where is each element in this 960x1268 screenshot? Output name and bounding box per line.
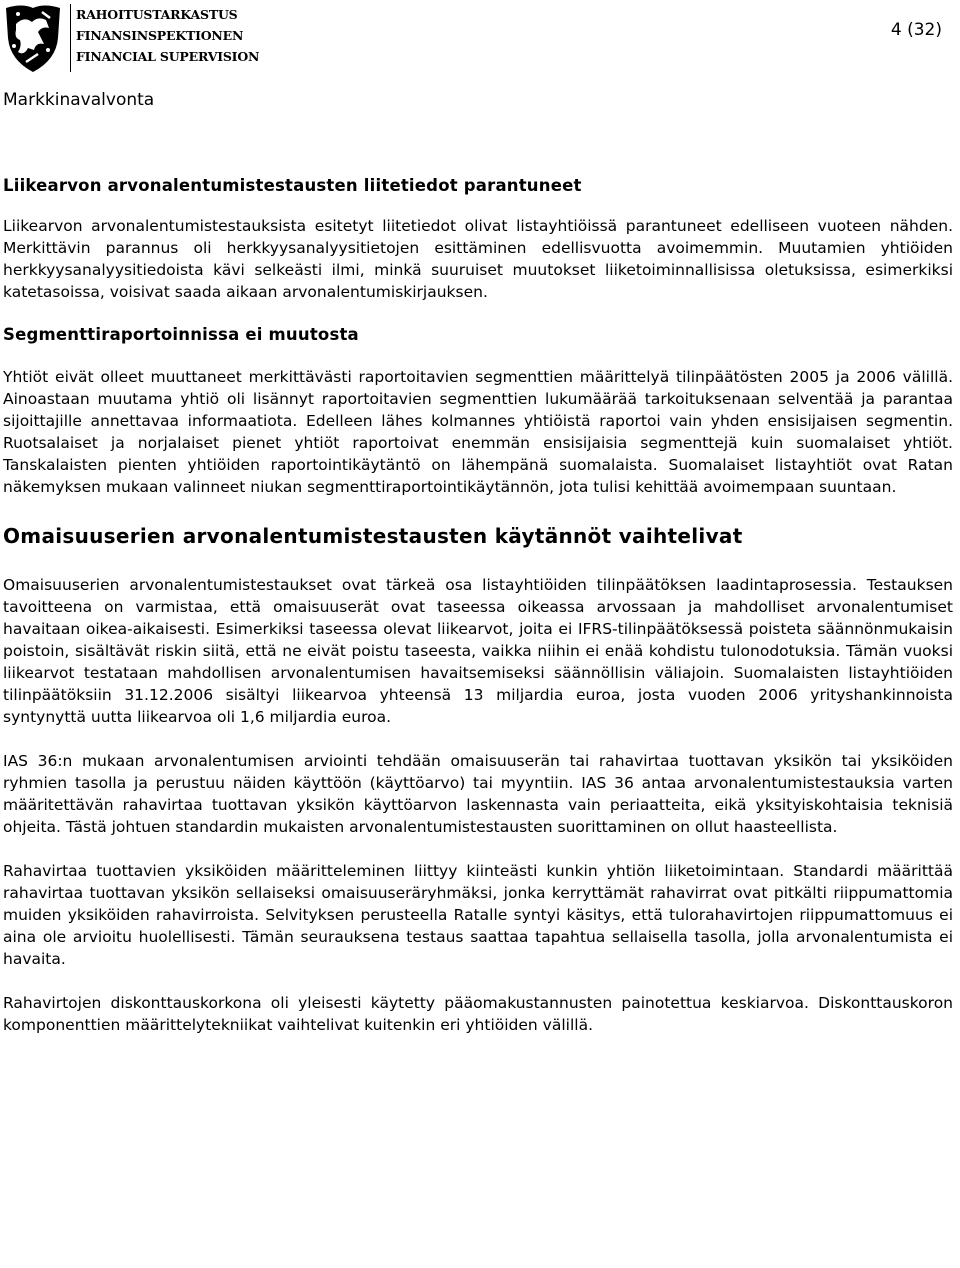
paragraph: Rahavirtojen diskonttauskorkona oli yleisesti käytetty pääomakustannusten painotettua keskiarvoa. Diskonttauskoron komponenttien määrittelytekniikat vaihtelivat kuitenkin eri yhtiöiden välillä. bbox=[3, 994, 953, 1034]
department-name: Markkinavalvonta bbox=[3, 90, 155, 110]
document-body bbox=[3, 176, 953, 1036]
logo-line-sv: FINANSINSPEKTIONEN bbox=[76, 28, 244, 43]
paragraph: Omaisuuserien arvonalentumistestaukset ovat tärkeä osa listayhtiöiden tilinpäätöksen laadintaprosessia. Testauksen tavoitteena on varmistaa, että omaisuuserät ovat taseessa oikeassa arvossaan ja mahdolliset arvonalentumiset havaitaan oikea-aikaisesti. Esimerkiksi taseessa olevat liikearvot, joita ei IFRS-tilinpäätöksessä poisteta säännönmukaisin poistoin, sisältävät riskin siitä, että ne eivät poistu taseesta, vaikka niihin ei enää kohdistu tulonodotuksia. Tämän vuoksi liikearvot testataan mahdollisen arvonalentumisen havaitsemiseksi säännöllisin väliajoin. Suomalaisten listayhtiöiden tilinpäätöksiin 31.12.2006 sisältyi liikearvoa yhteensä 13 miljardia euroa, josta vuoden 2006 yrityshankinnoista syntynyttä uutta liikearvoa oli 1,6 miljardia euroa. bbox=[3, 576, 953, 726]
logo-divider bbox=[70, 4, 71, 72]
logo-line-en: FINANCIAL SUPERVISION bbox=[76, 49, 260, 64]
paragraph: Rahavirtaa tuottavien yksiköiden määritteleminen liittyy kiinteästi kunkin yhtiön liiketoimintaan. Standardi määrittää rahavirtaa tuottavan yksikön sellaiseksi omaisuuseräryhmäksi, jonka kerryttämät rahavirrat ovat pitkälti riippumattomia muiden yksiköiden rahavirroista. Selvityksen perusteella Ratalle syntyi käsitys, että tulorahavirtojen riippumattomuus ei aina ole arvioitu huolellisesti. Tämän seurauksena testaus saattaa tapahtua sellaisella tasolla, jolla arvonalentumista ei havaita. bbox=[3, 862, 953, 968]
logo bbox=[2, 0, 260, 78]
main-heading: Omaisuuserien arvonalentumistestausten käytännöt vaihtelivat bbox=[3, 524, 743, 548]
paragraph: IAS 36:n mukaan arvonalentumisen arviointi tehdään omaisuuserän tai rahavirtaa tuottavan yksikön tai yksiköiden ryhmien tasolla ja perustuu näiden käyttöön (käyttöarvo) tai myyntiin. IAS 36 antaa arvonalentumistestauksia varten määritettävän rahavirtaa tuottavan yksikön käyttöarvon laskennasta vain periaatteita, eikä yksityiskohtaisia teknisiä ohjeita. Tästä johtuen standardin mukaisten arvonalentumistestausten suorittaminen on ollut haasteellista. bbox=[3, 752, 953, 836]
section-heading: Liikearvon arvonalentumistestausten liitetiedot parantuneet bbox=[3, 176, 582, 195]
page-number: 4 (32) bbox=[890, 20, 942, 40]
lion-emblem-icon bbox=[2, 2, 64, 74]
paragraph: Liikearvon arvonalentumistestauksista esitetyt liitetiedot olivat listayhtiöissä parantuneet edelliseen vuoteen nähden. Merkittävin parannus oli herkkyysanalyysitietojen esittäminen edellisvuotta avoimemmin. Muutamien yhtiöiden herkkyysanalyysitiedoista kävi selkeästi ilmi, minkä suuruiset muutokset liiketoiminnallisissa oletuksissa, esimerkiksi katetasoissa, voisivat saada aikaan arvonalentumiskirjauksen. bbox=[3, 217, 953, 301]
section-heading: Segmenttiraportoinnissa ei muutosta bbox=[3, 325, 359, 344]
paragraph: Yhtiöt eivät olleet muuttaneet merkittävästi raportoitavien segmenttien määrittelyä tilinpäätösten 2005 ja 2006 välillä. Ainoastaan muutama yhtiö oli lisännyt raportoitavien segmenttien lukumäärää tarkoituksenaan selventää ja parantaa sijoittajille annettavaa informaatiota. Edelleen lähes kolmannes yhtiöistä raportoi vain yhden ensisijaisen segmentin. Ruotsalaiset ja norjalaiset pienet yhtiöt raportoivat enemmän ensisijaisia segmenttejä kuin suomalaiset yhtiöt. Tanskalaisten pienten yhtiöiden raportointikäytäntö on lähempänä suomalaista. Suomalaiset listayhtiöt ovat Ratan näkemyksen mukaan valinneet niukan segmenttiraportointikäytännön, jota tulisi kehittää avoimempaan suuntaan. bbox=[3, 368, 953, 496]
logo-line-fi: RAHOITUSTARKASTUS bbox=[76, 7, 238, 22]
logo-wordmark bbox=[76, 4, 260, 67]
